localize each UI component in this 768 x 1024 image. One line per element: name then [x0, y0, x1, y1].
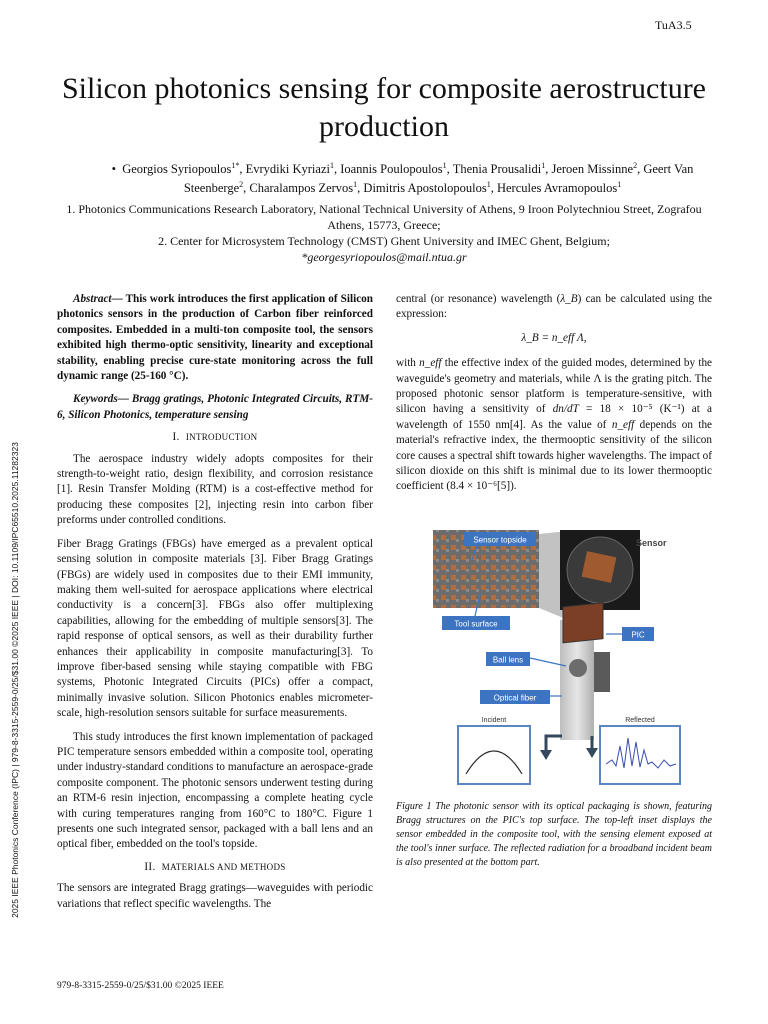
label-optical-fiber: Optical fiber: [493, 693, 537, 703]
author-name: Evrydiki Kyriazi: [245, 162, 330, 177]
abstract: [57, 292, 373, 384]
right-column: [396, 292, 712, 495]
paragraph-5: central (or resonance) wavelength (λ_B) can be calculated using the expression:: [396, 293, 713, 321]
paragraph-2: Fiber Bragg Gratings (FBGs) have emerged as a prevalent optical sensing solution in composite materials [3]. Fiber Bragg Gratings (FBGs) are widely used in composites due to their EMI immunity, making them well-suited for aerospace applications where electrical conductivity is a concern[3]. FBGs also offer multiplexing capabilities, allowing for the embedding of multiple sensors[3]. The rapid response of optical sensors, as well as their durability further enhances their applicability in composite manufacturing[3]. To improve fiber-based sensing while staying compatible with FBG systems, Photonic Integrated Circuits (PICs) offer a compact, minimally invasive solution. Silicon Photonics enables micrometer-scale, high-resolution sensors suitable for surface measurements.: [57, 537, 373, 720]
affiliations: [60, 201, 708, 265]
affiliation-2: 2. Center for Microsystem Technology (CMST) Ghent University and IMEC Ghent, Belgium;: [158, 234, 610, 248]
author-affiliation-mark: 1: [329, 161, 334, 170]
reflected-spectrum-plot: [600, 726, 680, 784]
author-affiliation-mark: 1: [617, 180, 622, 190]
author-name: Geert Van Steenberge: [183, 162, 694, 196]
keywords-text: — Bragg gratings, Photonic Integrated Circuits, RTM-6, Silicon Photonics, temperature sensing: [57, 393, 373, 421]
ball-lens: [569, 659, 587, 677]
paper-tag: TuA3.5: [655, 18, 692, 32]
arrow-in: [546, 736, 562, 750]
paragraph-4: The sensors are integrated Bragg gratings—waveguides with periodic variations that reflect specific wavelengths. The: [57, 882, 373, 910]
author-name: Hercules Avramopoulos: [496, 181, 618, 196]
section-heading-2: II. MATERIALS AND METHODS: [144, 860, 286, 873]
author-name: Ioannis Poulopoulos: [340, 162, 443, 177]
paragraph-1: The aerospace industry widely adopts composites for their strength-to-weight ratio, design flexibility, and corrosion resistance [1]. Resin Transfer Molding (RTM) is a cost-effective method for producing these composites [2], injecting resin into carbon fiber preforms under controlled conditions.: [57, 452, 373, 527]
keywords-label: Keywords: [73, 393, 118, 406]
label-reflected: Reflected: [625, 717, 655, 724]
author-name: Charalampos Zervos: [249, 181, 354, 196]
corresponding-email: *georgesyriopoulos@mail.ntua.gr: [301, 250, 467, 264]
affiliation-1: 1. Photonics Communications Research Laboratory, National Technical University of Athens, 9 Iroon Polytechniou Street, Zografou Athens, 15773, Greece;: [66, 202, 702, 232]
author-list: • Georgios Syriopoulos$^{1*}$, Evrydiki Kyriazi$^1$, Ioannis Poulopoulos$^1$, Thenia Prousalidi$^1$, Jeroen Missinne$^2$, Geert Van Steenberge$^2$, Charalampos Zervos$^1$, Dimitris Apostolopoulos$^1$, Hercules Avramopoulos$^1$: [111, 161, 694, 196]
label-ball-lens: Ball lens: [492, 655, 524, 665]
abstract-label: Abstract: [73, 293, 112, 305]
author-affiliation-mark: 1*: [231, 161, 240, 170]
author-name: Jeroen Missinne: [551, 162, 634, 177]
sidebar-text: 2025 IEEE Photonics Conference (IPC) | 979-8-3315-2559-0/25/$31.00 ©2025 IEEE | DOI: 10.1109/IPC65510.2025.11282323: [10, 442, 20, 918]
label-incident: Incident: [481, 717, 507, 724]
keywords: [57, 392, 373, 423]
author-affiliation-mark: 1: [353, 180, 358, 190]
author-affiliation-mark: 1: [486, 180, 491, 190]
footer-copyright: 979-8-3315-2559-0/25/$31.00 ©2025 IEEE: [57, 981, 224, 991]
author-affiliation-mark: 1: [442, 161, 447, 170]
abstract-text: — This work introduces the first application of Silicon photonics sensors in the production of Carbon fiber reinforced composites. Embedded in a multi-ton composite tool, the sensors exhibited high thermo-optic sensitivity, linearity and exceptional stability, enabling precise cure-state monitoring across the full dynamic range (25-160 °C).: [57, 293, 373, 383]
sidebar-doi: [6, 410, 24, 950]
paragraph-6: with n_eff the effective index of the guided modes, determined by the waveguide's geometry and materials, while Λ is the grating pitch. The proposed photonic sensor platform is temperature-sensitive, with silicon having a sensitivity of dn/dT = 18 × 10⁻⁵ (K⁻¹) at a wavelength of 1550 nm[4]. As the value of n_eff depends on the material's refractive index, the thermooptic sensitivity of the silicon core causes a spectral shift towards higher wavelengths. The impact of silicon dioxide on this shift is minimal due to its lower thermooptic coefficient (8.4 × 10⁻⁶[5]).: [396, 357, 713, 493]
left-column: [57, 292, 373, 912]
figure-1-graphic: [400, 524, 712, 794]
figure-caption: Figure 1 The photonic sensor with its optical packaging is shown, featuring Bragg structures on the PIC's top surface. The top-left inset displays the sensor embedded in the composite tool, with the sensing element exposed at the tool's inner surface. The reflected radiation for a broadband incident beam is also presented at the bottom part.: [396, 801, 712, 868]
label-tool-surface: Tool surface: [454, 619, 498, 629]
author-affiliation-mark: 2: [239, 180, 244, 190]
label-sensor: Sensor: [636, 538, 667, 548]
author-name: Thenia Prousalidi: [452, 162, 542, 177]
section-heading-1: I. INTRODUCTION: [172, 431, 258, 444]
author-name: Georgios Syriopoulos: [122, 162, 232, 177]
paper-title: Silicon photonics sensing for composite aerostructure production: [61, 72, 707, 143]
author-name: Dimitris Apostolopoulos: [363, 181, 487, 196]
bragg-equation: λ_B = n_eff Λ,: [521, 331, 587, 344]
label-sensor-topside: Sensor topside: [473, 535, 527, 545]
pic-block: [563, 603, 603, 643]
incident-spectrum-plot: [458, 726, 530, 784]
paragraph-3: This study introduces the first known implementation of packaged PIC temperature sensors embedded within a composite tool, operating under industry-standard conditions to manufacture an aerospace-grade composite component. The photonic sensors underwent testing during an RTM-6 resin injection, encompassing a complete heating cycle with curing temperatures ranging from 160°C to 180°C. Figure 1 presents one such integrated sensor, packaged with a ball lens and an optical fiber, embedded on the tool's topside.: [57, 730, 373, 851]
author-affiliation-mark: 1: [541, 161, 546, 170]
label-pic: PIC: [631, 630, 645, 640]
author-affiliation-mark: 2: [633, 161, 638, 170]
figure-1: [400, 524, 712, 794]
